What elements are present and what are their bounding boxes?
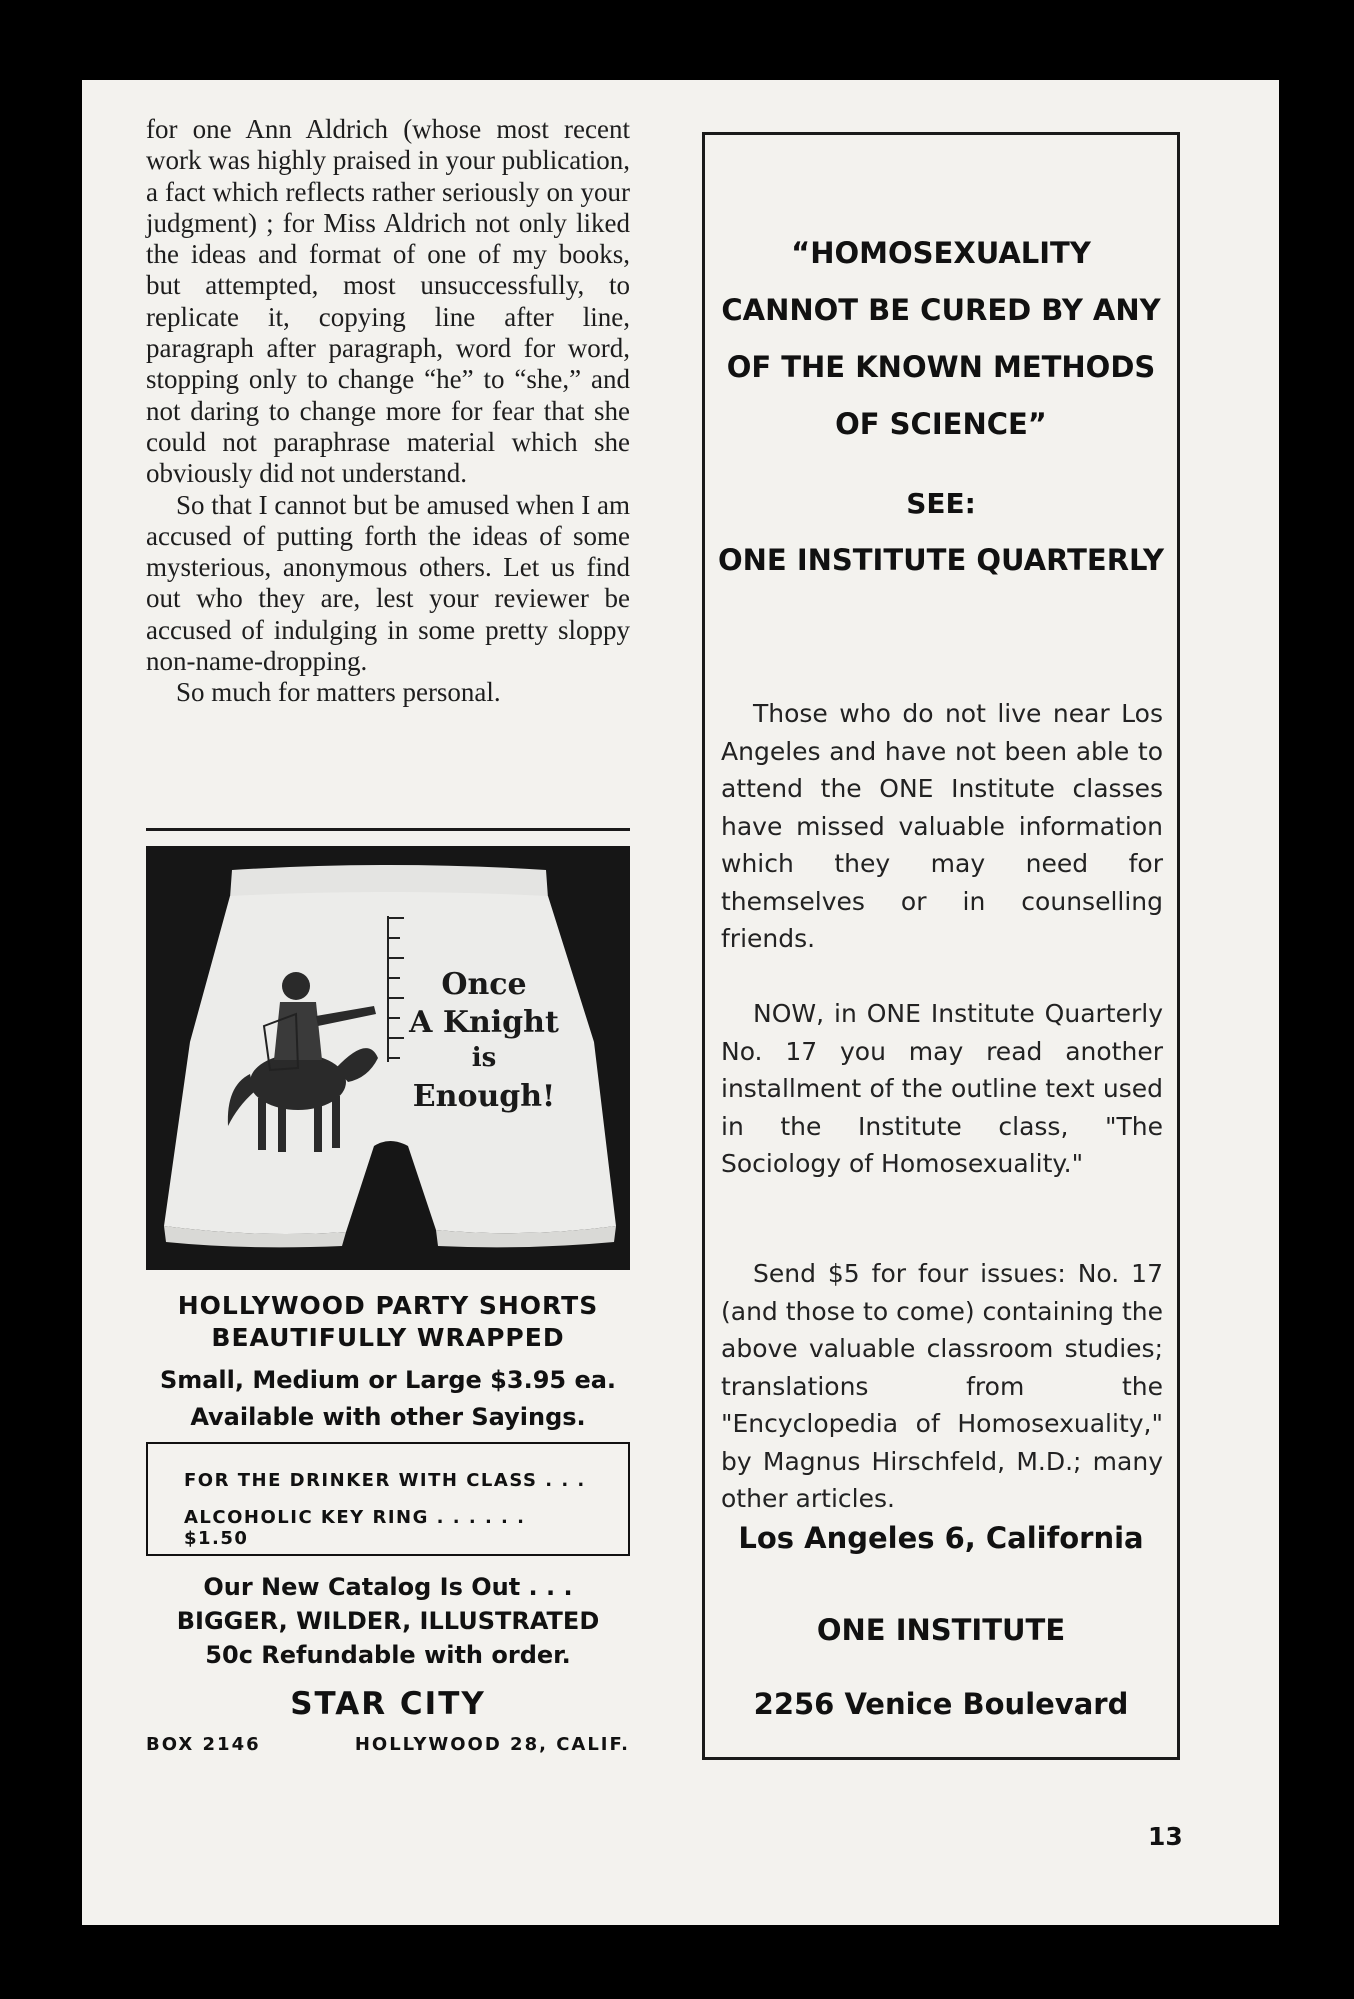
shorts-caption-line: A Knight: [409, 1005, 559, 1040]
institute-quote: [705, 225, 1177, 453]
see-label: SEE:: [906, 487, 976, 520]
shorts-heading-line: HOLLYWOOD PARTY SHORTS: [177, 1291, 599, 1320]
institute-city: Los Angeles 6, California: [738, 1521, 1144, 1555]
key-ring-line: FOR THE DRINKER WITH CLASS . . .: [184, 1470, 586, 1491]
quote-line: CANNOT BE CURED BY ANY: [721, 293, 1161, 327]
letter-paragraph: So much for matters personal.: [176, 677, 501, 708]
price-line: Small, Medium or Large $3.95 ea.: [159, 1366, 617, 1394]
magazine-page: [82, 80, 1279, 1925]
ad-paragraph-text: Those who do not live near Los Angeles and have not been able to attend the ONE Institute classes have missed valuable information which they may need for themselves or in counselling friends.: [721, 699, 1163, 953]
catalog-line: BIGGER, WILDER, ILLUSTRATED: [176, 1607, 600, 1635]
letter-text: [146, 114, 630, 709]
shorts-illustration: [146, 846, 630, 1270]
shorts-heading-line: BEAUTIFULLY WRAPPED: [211, 1323, 565, 1352]
box-number: BOX 2146: [146, 1734, 261, 1755]
ad-paragraph: [721, 1255, 1163, 1518]
institute-ad-box: [702, 132, 1180, 1760]
catalog-line: Our New Catalog Is Out . . .: [203, 1573, 573, 1601]
catalog-notice: [146, 1570, 630, 1672]
ad-paragraph-text: NOW, in ONE Institute Quarterly No. 17 you may read another installment of the outline text used in the Institute class, "The Sociology of Homosexuality.": [721, 999, 1163, 1178]
shorts-caption-line: Enough!: [412, 1079, 556, 1114]
page-number: 13: [1148, 1822, 1183, 1851]
ad-paragraph: [721, 995, 1163, 1183]
key-ring-price-line: ALCOHOLIC KEY RING . . . . . . $1.50: [184, 1507, 526, 1549]
shorts-caption-line: Once: [441, 967, 527, 1002]
quote-line: “HOMOSEXUALITY: [791, 236, 1091, 270]
sayings-line: Available with other Sayings.: [190, 1403, 586, 1431]
shorts-heading: [146, 1290, 630, 1354]
key-ring-box: [146, 1442, 630, 1556]
shorts-photo: [146, 846, 630, 1270]
company-city: HOLLYWOOD 28, CALIF.: [354, 1734, 630, 1755]
quote-line: OF SCIENCE”: [835, 407, 1047, 441]
section-divider: [146, 828, 630, 831]
ad-paragraph: [721, 695, 1163, 958]
letter-paragraph: So that I cannot but be amused when I am accused of putting forth the ideas of some mysterious, anonymous others. Let us find out who they are, lest your reviewer be accused of indulging in some pretty sloppy non-name-dropping.: [146, 489, 630, 677]
institute-name: ONE INSTITUTE: [816, 1613, 1066, 1647]
institute-address: 2256 Venice Boulevard: [753, 1687, 1129, 1721]
catalog-line: 50c Refundable with order.: [205, 1641, 571, 1669]
publication-name: ONE INSTITUTE QUARTERLY: [717, 543, 1165, 577]
company-name: STAR CITY: [290, 1686, 486, 1722]
letter-paragraph: for one Ann Aldrich (whose most recent work was highly praised in your publication, a fact which reflects rather seriously on your judgment) ; for Miss Aldrich not only liked the ideas and format of one of my books, but attempted, most unsuccessfully, to replicate it, copying line after line, paragraph after paragraph, word for word, stopping only to change “he” to “she,” and not daring to change more for fear that she could not paraphrase material which she obviously did not understand.: [146, 114, 630, 489]
shorts-caption-line: is: [471, 1043, 497, 1073]
ad-paragraph-text: Send $5 for four issues: No. 17 (and those to come) containing the above valuable classroom studies; translations from the "Encyclopedia of Homosexuality," by Magnus Hirschfeld, M.D.; many other articles.: [721, 1259, 1163, 1513]
shorts-price: [146, 1362, 630, 1436]
quote-line: OF THE KNOWN METHODS: [726, 350, 1156, 384]
